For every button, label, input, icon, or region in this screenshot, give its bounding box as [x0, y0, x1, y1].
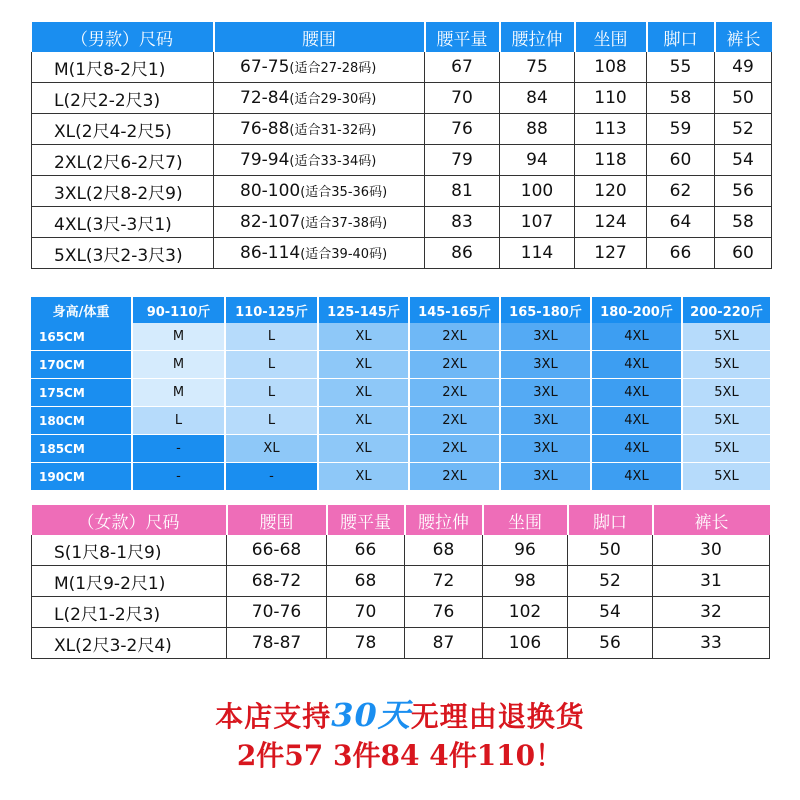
fit-size-cell: 5XL [682, 379, 770, 407]
fit-size-cell: 2XL [409, 351, 500, 379]
fit-size-cell: 5XL [682, 351, 770, 379]
fit-size-cell: 4XL [591, 379, 682, 407]
men-fit-note: (适合31-32码) [289, 123, 377, 138]
men-waist-value: 86-114 [240, 243, 301, 263]
men-size-table [31, 22, 772, 269]
men-length-cell: 58 [715, 207, 772, 238]
promo-text-c: 无理由退换货 [410, 700, 585, 733]
men-header-waist-stretch: 腰拉伸 [500, 22, 575, 52]
men-waist-cell [214, 207, 425, 238]
fit-size-cell: 4XL [591, 407, 682, 435]
fit-header-weight: 90-110斤 [132, 297, 225, 323]
men-hem-cell: 60 [647, 145, 715, 176]
fit-size-cell: XL [318, 323, 409, 351]
men-length-cell: 50 [715, 83, 772, 114]
men-waist-value: 72-84 [240, 88, 290, 108]
fit-size-cell: XL [318, 407, 409, 435]
fit-size-cell: L [225, 379, 318, 407]
men-flat-cell: 83 [425, 207, 500, 238]
men-size-cell: M(1尺8-2尺1) [32, 52, 214, 83]
women-hip-cell: 96 [483, 535, 568, 566]
women-flat-cell: 68 [327, 566, 405, 597]
fit-size-cell: M [132, 379, 225, 407]
men-length-cell: 54 [715, 145, 772, 176]
promo-return-policy [0, 690, 800, 736]
men-stretch-cell: 94 [500, 145, 575, 176]
men-header-row [32, 22, 772, 52]
fit-size-cell: 4XL [591, 351, 682, 379]
fit-table-row [31, 323, 770, 351]
men-flat-cell: 76 [425, 114, 500, 145]
women-table-row [32, 566, 770, 597]
women-stretch-cell: 87 [405, 628, 483, 659]
men-hip-cell: 120 [575, 176, 647, 207]
fit-height-cell: 185CM [31, 435, 132, 463]
fit-header-weight: 145-165斤 [409, 297, 500, 323]
women-header-size: （女款）尺码 [32, 505, 227, 535]
fit-header-row [31, 297, 770, 323]
women-waist-cell: 70-76 [227, 597, 327, 628]
men-stretch-cell: 88 [500, 114, 575, 145]
men-flat-cell: 86 [425, 238, 500, 269]
fit-size-cell: - [132, 463, 225, 491]
fit-header-weight: 110-125斤 [225, 297, 318, 323]
fit-size-cell: 2XL [409, 323, 500, 351]
promo-text-days: 30天 [331, 696, 411, 734]
fit-size-cell: 3XL [500, 323, 591, 351]
fit-size-cell: XL [318, 379, 409, 407]
fit-height-cell: 180CM [31, 407, 132, 435]
fit-table-row [31, 407, 770, 435]
men-length-cell: 56 [715, 176, 772, 207]
fit-height-cell: 165CM [31, 323, 132, 351]
fit-size-cell: L [225, 323, 318, 351]
men-size-cell: XL(2尺4-2尺5) [32, 114, 214, 145]
women-hem-cell: 56 [568, 628, 653, 659]
women-stretch-cell: 68 [405, 535, 483, 566]
men-table-row [32, 83, 772, 114]
men-table-row [32, 114, 772, 145]
women-length-cell: 31 [653, 566, 770, 597]
fit-table-row [31, 379, 770, 407]
men-hem-cell: 58 [647, 83, 715, 114]
fit-size-cell: 5XL [682, 463, 770, 491]
fit-size-cell: M [132, 351, 225, 379]
men-size-cell: 2XL(2尺6-2尺7) [32, 145, 214, 176]
men-hem-cell: 64 [647, 207, 715, 238]
women-header-waist-flat: 腰平量 [327, 505, 405, 535]
fit-header-height-weight: 身高/体重 [31, 297, 132, 323]
fit-size-cell: 5XL [682, 407, 770, 435]
men-waist-value: 80-100 [240, 181, 301, 201]
women-header-length: 裤长 [653, 505, 770, 535]
fit-header-weight: 180-200斤 [591, 297, 682, 323]
fit-size-cell: 4XL [591, 435, 682, 463]
men-hip-cell: 110 [575, 83, 647, 114]
women-header-waist-stretch: 腰拉伸 [405, 505, 483, 535]
men-length-cell: 49 [715, 52, 772, 83]
fit-header-weight: 165-180斤 [500, 297, 591, 323]
men-stretch-cell: 100 [500, 176, 575, 207]
fit-size-cell: L [225, 407, 318, 435]
women-size-table [31, 505, 770, 659]
fit-size-cell: 3XL [500, 407, 591, 435]
promo-text-a: 本店支持 [215, 700, 332, 733]
fit-size-cell: - [132, 435, 225, 463]
men-hip-cell: 127 [575, 238, 647, 269]
women-table-row [32, 597, 770, 628]
fit-size-cell: XL [318, 463, 409, 491]
women-flat-cell: 70 [327, 597, 405, 628]
women-header-hem: 脚口 [568, 505, 653, 535]
fit-size-cell: 5XL [682, 435, 770, 463]
women-header-waist: 腰围 [227, 505, 327, 535]
women-length-cell: 32 [653, 597, 770, 628]
women-flat-cell: 78 [327, 628, 405, 659]
fit-table-row [31, 435, 770, 463]
fit-size-cell: M [132, 323, 225, 351]
fit-size-cell: 4XL [591, 323, 682, 351]
women-table-row [32, 535, 770, 566]
men-fit-note: (适合39-40码) [300, 247, 388, 262]
fit-size-cell: 3XL [500, 435, 591, 463]
men-fit-note: (适合35-36码) [300, 185, 388, 200]
fit-size-cell: 3XL [500, 463, 591, 491]
men-size-cell: 3XL(2尺8-2尺9) [32, 176, 214, 207]
fit-size-cell: 2XL [409, 407, 500, 435]
men-stretch-cell: 114 [500, 238, 575, 269]
fit-table-row [31, 463, 770, 491]
men-fit-note: (适合37-38码) [300, 216, 388, 231]
men-flat-cell: 79 [425, 145, 500, 176]
women-waist-cell: 66-68 [227, 535, 327, 566]
women-hip-cell: 106 [483, 628, 568, 659]
fit-size-cell: 3XL [500, 379, 591, 407]
women-length-cell: 33 [653, 628, 770, 659]
men-table-row [32, 238, 772, 269]
men-flat-cell: 67 [425, 52, 500, 83]
men-waist-cell [214, 83, 425, 114]
men-waist-value: 79-94 [240, 150, 290, 170]
men-header-waist-flat: 腰平量 [425, 22, 500, 52]
men-waist-value: 76-88 [240, 119, 290, 139]
fit-size-cell: XL [318, 351, 409, 379]
women-hem-cell: 54 [568, 597, 653, 628]
men-waist-cell [214, 52, 425, 83]
fit-header-weight: 200-220斤 [682, 297, 770, 323]
fit-size-cell: L [225, 351, 318, 379]
men-waist-value: 67-75 [240, 57, 290, 77]
fit-size-cell: 5XL [682, 323, 770, 351]
men-fit-note: (适合29-30码) [289, 92, 377, 107]
women-size-cell: S(1尺8-1尺9) [32, 535, 227, 566]
women-waist-cell: 68-72 [227, 566, 327, 597]
women-length-cell: 30 [653, 535, 770, 566]
fit-size-cell: 2XL [409, 463, 500, 491]
men-header-length: 裤长 [715, 22, 772, 52]
men-size-cell: L(2尺2-2尺3) [32, 83, 214, 114]
men-flat-cell: 81 [425, 176, 500, 207]
men-waist-cell [214, 176, 425, 207]
fit-size-cell: 4XL [591, 463, 682, 491]
men-fit-note: (适合27-28码) [289, 61, 377, 76]
women-header-hip: 坐围 [483, 505, 568, 535]
fit-table-row [31, 351, 770, 379]
fit-header-weight: 125-145斤 [318, 297, 409, 323]
men-hem-cell: 55 [647, 52, 715, 83]
women-hip-cell: 102 [483, 597, 568, 628]
men-header-size: （男款）尺码 [32, 22, 214, 52]
men-stretch-cell: 107 [500, 207, 575, 238]
men-hip-cell: 118 [575, 145, 647, 176]
women-waist-cell: 78-87 [227, 628, 327, 659]
men-hip-cell: 113 [575, 114, 647, 145]
fit-size-cell: 3XL [500, 351, 591, 379]
women-stretch-cell: 76 [405, 597, 483, 628]
men-hem-cell: 62 [647, 176, 715, 207]
fit-height-cell: 190CM [31, 463, 132, 491]
fit-height-cell: 175CM [31, 379, 132, 407]
women-size-cell: L(2尺1-2尺3) [32, 597, 227, 628]
women-flat-cell: 66 [327, 535, 405, 566]
men-hip-cell: 124 [575, 207, 647, 238]
men-table-row [32, 176, 772, 207]
women-header-row [32, 505, 770, 535]
men-length-cell: 52 [715, 114, 772, 145]
height-weight-table [31, 297, 770, 491]
men-table-row [32, 52, 772, 83]
women-size-cell: M(1尺9-2尺1) [32, 566, 227, 597]
fit-size-cell: 2XL [409, 435, 500, 463]
women-hem-cell: 50 [568, 535, 653, 566]
men-waist-cell [214, 145, 425, 176]
men-hem-cell: 66 [647, 238, 715, 269]
men-hip-cell: 108 [575, 52, 647, 83]
men-header-hip: 坐围 [575, 22, 647, 52]
promo-bundle-price: 2件57 3件84 4件110！ [236, 739, 564, 772]
men-length-cell: 60 [715, 238, 772, 269]
men-header-waist: 腰围 [214, 22, 425, 52]
men-header-hem: 脚口 [647, 22, 715, 52]
men-table-row [32, 145, 772, 176]
men-waist-cell [214, 238, 425, 269]
fit-height-cell: 170CM [31, 351, 132, 379]
men-fit-note: (适合33-34码) [289, 154, 377, 169]
men-stretch-cell: 75 [500, 52, 575, 83]
women-hem-cell: 52 [568, 566, 653, 597]
men-flat-cell: 70 [425, 83, 500, 114]
men-stretch-cell: 84 [500, 83, 575, 114]
women-hip-cell: 98 [483, 566, 568, 597]
men-size-cell: 4XL(3尺-3尺1) [32, 207, 214, 238]
men-hem-cell: 59 [647, 114, 715, 145]
women-stretch-cell: 72 [405, 566, 483, 597]
men-size-cell: 5XL(3尺2-3尺3) [32, 238, 214, 269]
fit-size-cell: XL [318, 435, 409, 463]
men-waist-value: 82-107 [240, 212, 301, 232]
fit-size-cell: XL [225, 435, 318, 463]
women-table-row [32, 628, 770, 659]
fit-size-cell: 2XL [409, 379, 500, 407]
women-size-cell: XL(2尺3-2尺4) [32, 628, 227, 659]
men-waist-cell [214, 114, 425, 145]
men-table-row [32, 207, 772, 238]
fit-size-cell: - [225, 463, 318, 491]
fit-size-cell: L [132, 407, 225, 435]
